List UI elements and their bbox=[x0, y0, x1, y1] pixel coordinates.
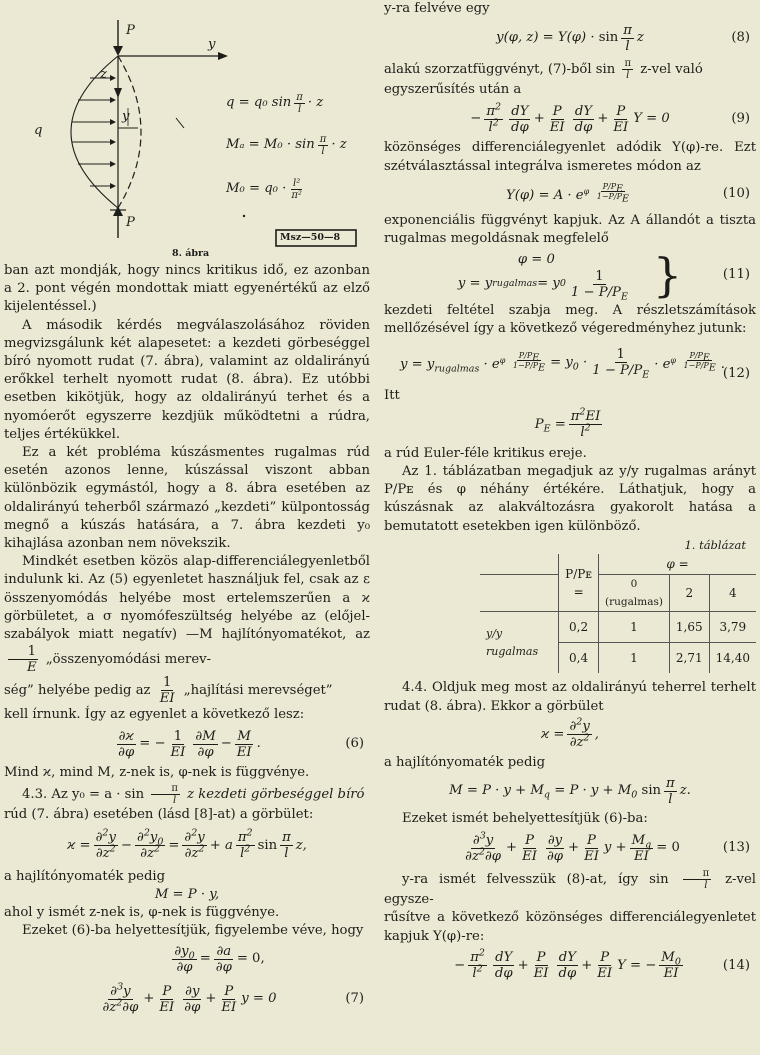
table-caption: 1. táblázat bbox=[684, 537, 746, 552]
label-p-top: P bbox=[126, 23, 135, 38]
table-col-2: 4 bbox=[709, 575, 756, 612]
figure-stamp: Msz—50—8 bbox=[280, 232, 341, 243]
right-paragraph-9: 4.4. Oldjuk meg most az oldalirányú teherrel terhelt rudat (8. ábra). Ekkor a görbület bbox=[384, 680, 756, 714]
equation-curvature-2: ϰ = $\frac{\partial^2y}{\partial z^2}$ , bbox=[541, 716, 599, 751]
table-row: y/y rugalmas 0,2 1 1,65 3,79 bbox=[480, 612, 756, 643]
label-q: q bbox=[34, 123, 43, 138]
right-paragraph-12b: rűsítve a következő közönséges differenciálegyenletet kapjuk Y(φ)-re: bbox=[384, 910, 756, 944]
table-col-1: 2 bbox=[669, 575, 709, 612]
label-p-bottom: P bbox=[126, 215, 135, 230]
label-y-axis: y bbox=[208, 37, 216, 52]
equation-moment: $M = P \cdot y + M_q = P \cdot y + M_0$ sin $\frac{\pi}{l}$ z. bbox=[449, 775, 691, 807]
equation-6: $\frac{\partial ϰ}{\partial\varphi}$ = − $\frac{1}{EI}$ $\frac{\partial M}{\partial\varphi}$ − $\frac{M}{EI}$ . (6) bbox=[118, 728, 364, 760]
equation-euler: $P_E$ = $\frac{\pi^2EI}{l^2}$ bbox=[534, 406, 601, 441]
right-paragraph-4: exponenciális függvényt kapjuk. Az A állandót a tiszta rugalmas megoldásnak megfelelő bbox=[384, 212, 756, 247]
label-y-deflection: y bbox=[122, 109, 130, 124]
right-paragraph-2b: egyszerűsítés után a bbox=[384, 82, 522, 98]
eq-q: q = q₀ sin $\frac{\pi}{l}$ · z bbox=[226, 92, 324, 115]
right-paragraph-8: Az 1. táblázatban megadjuk az y/y rugalmas arányt P/Pᴇ és φ néhány értékére. Láthatjuk, hogy a kúszásnak az alakváltozásra gyakorolt hatása a bemutatott esetekben igen különböző. bbox=[384, 464, 756, 534]
left-column bbox=[4, 0, 370, 1020]
right-paragraph-7: a rúd Euler-féle kritikus ereje. bbox=[384, 445, 587, 461]
beam-diagram bbox=[4, 0, 370, 262]
left-paragraph-4b: ség” helyébe pedig az $\frac{1}{EI}$ „hajlítási merevséget” bbox=[4, 675, 333, 707]
figure-caption: 8. ábra bbox=[172, 248, 210, 259]
table-1 bbox=[480, 554, 756, 673]
equation-9: − $\frac{\pi^2}{l^2}$ $\frac{dY}{d\varphi}$ + $\frac{P}{EI}$ $\frac{dY}{d\varphi}$ + $\frac{P}{EI}$ Y = 0 (9) bbox=[470, 101, 750, 135]
left-paragraph-5: Mind ϰ, mind M, z-nek is, φ-nek is függvénye. bbox=[4, 765, 310, 781]
eq-m: Mₐ = M₀ · sin $\frac{\pi}{l}$ · z bbox=[226, 134, 347, 157]
left-paragraph-6b: rúd (7. ábra) esetében (lásd [8]-at) a görbület: bbox=[4, 806, 314, 822]
right-paragraph-12: y-ra ismét felvesszük (8)-at, így sin $\frac{\pi}{l}$ z-vel egysze- bbox=[384, 868, 756, 908]
left-paragraph-6: 4.3. Az y₀ = a · sin $\frac{\pi}{l}$ z kezdeti görbeséggel bíró bbox=[22, 782, 365, 806]
equation-dy0: $\frac{\partial y_0}{\partial\varphi}$ = $\frac{\partial a}{\partial\varphi}$ = 0, bbox=[174, 943, 265, 975]
label-z-axis: z bbox=[100, 67, 107, 82]
right-paragraph-3: közönséges differenciálegyenlet adódik Y(φ)-re. Ezt szétválasztással integrálva ismeretes módon az bbox=[384, 140, 756, 174]
left-paragraph-4: Mindkét esetben közös alap-differenciálegyenletből indulunk ki. Az (5) egyenletet használjuk fel, csak az ε összenyomódás helyébe most ertelemszerűen a ϰ görbületet, a σ nyomófeszültség helyébe az (előjel-szabályok miatt negatív) —M hajlítónyomatékot, az $\frac{1}{E}$ „összenyomódási merev- bbox=[4, 554, 370, 676]
right-paragraph-2: alakú szorzatfüggvényt, (7)-ből sin $\frac{\pi}{l}$ z-vel való bbox=[384, 58, 703, 82]
eq-m0: M₀ = q₀ · $\frac{\text{l²}}{\text{π²}}$ bbox=[226, 178, 302, 201]
left-paragraph-4c: kell írnunk. Így az egyenlet a következő lesz: bbox=[4, 707, 305, 723]
right-paragraph-6: Itt bbox=[384, 387, 400, 403]
right-paragraph-1: y-ra felvéve egy bbox=[384, 1, 490, 16]
table-header-row bbox=[480, 554, 756, 575]
equation-14: − $\frac{\pi^2}{l^2}$ $\frac{dY}{d\varphi}$ + $\frac{P}{EI}$ $\frac{dY}{d\varphi}$ + $\frac{P}{EI}$ Y = − $\frac{M_0}{EI}$ (14) bbox=[454, 947, 750, 982]
left-paragraph-7: a hajlítónyomaték pedig bbox=[4, 868, 166, 884]
table-row: 0,4 1 2,71 14,40 bbox=[480, 643, 756, 674]
left-paragraph-3: Ez a két probléma kúszásmentes rugalmas rúd esetén azonos lenne, kúszással viszont abban különbözik egymástól, hogy a 8. ábra esetében az oldalirányú teherből származó „kezdeti” külpontosság megnő a kúszás hatására, a 7. ábra kezdeti y₀ kihajlása azonban nem növekszik. bbox=[4, 445, 370, 552]
equation-10: $Y(\varphi) = A \cdot e^{\varphi \frac{P/P_E}{1-P/P_E}}$ (10) bbox=[506, 182, 750, 205]
equation-7: $\frac{\partial^3y}{\partial z^2\partial\varphi}$ + $\frac{P}{EI}$ $\frac{\partial y}{\partial\varphi}$ + $\frac{P}{EI}$ y = 0 (7) bbox=[102, 981, 364, 1015]
table-header-ppe: P/Pᴇ = bbox=[559, 554, 599, 612]
right-paragraph-10: a hajlítónyomaték pedig bbox=[384, 754, 546, 770]
equation-13: $\frac{\partial^3y}{\partial z^2\partial\varphi}$ + $\frac{P}{EI}$ $\frac{\partial y}{\partial\varphi}$ + $\frac{P}{EI}$ y + $\frac{M_q}{EI}$ = 0 (13) bbox=[465, 830, 750, 864]
right-paragraph-5: kezdeti feltétel szabja meg. A részletszámítások mellőzésével így a következő végeredményhez jutunk: bbox=[384, 303, 756, 337]
right-column bbox=[384, 0, 756, 986]
table-header-phi: φ = bbox=[599, 554, 756, 575]
table-row-label: y/y rugalmas bbox=[480, 612, 559, 674]
figure-8 bbox=[4, 0, 370, 262]
equation-12: $y = y_{rugalmas} \cdot e^{\varphi \frac{P/P_E}{1-P/P_E}}$ = $y_0$ · $\frac{1}{1 - P/P_E}$ · $e^{\varphi \frac{P/P_E}{1-P/P_E}}$ . (12) bbox=[400, 347, 750, 381]
right-paragraph-11: Ezeket ismét behelyettesítjük (6)-ba: bbox=[402, 811, 648, 827]
equation-m-py: M = P · y, bbox=[154, 886, 220, 902]
table-subheader-row bbox=[480, 575, 756, 612]
equation-curvature: ϰ = $\frac{\partial^2y}{\partial z^2}$ − $\frac{\partial^2y_0}{\partial z^2}$ = $\frac{\partial^2y}{\partial z^2}$ + a $\frac{\pi^2}{l^2}$ sin $\frac{\pi}{l}$ z, bbox=[67, 827, 307, 862]
left-paragraph-2: A második kérdés megválaszolásához röviden megvizsgálunk két alapesetet: a kezdeti görbeséggel bíró nyomott rudat (7. ábra), valamint az oldalirányú erőkkel terhelt nyomott rudat (8. ábra). Ez utóbbi esetben kikötjük, hogy az oldalirányú terhet és a nyomóerőt egyszerre kezdjük működtetni a rúdra, teljes értékükkel. bbox=[4, 317, 370, 442]
equation-8: y(φ, z) = Y(φ) · sin $\frac{\pi}{l}$ z (8) bbox=[496, 22, 750, 54]
left-paragraph-9: Ezeket (6)-ba helyettesítjük, figyelembe véve, hogy bbox=[22, 923, 364, 939]
equation-11: φ = 0 y = y rugalmas = y 0 $\frac{1}{1 - P/P_E}$ } (11) bbox=[457, 248, 750, 303]
table-col-0: 0 (rugalmas) bbox=[599, 575, 670, 612]
left-paragraph-8: ahol y ismét z-nek is, φ-nek is függvénye. bbox=[4, 905, 280, 921]
left-paragraph-1: ban azt mondják, hogy nincs kritikus idő, ez azonban a 2. pont végén mondottak miatt egyenértékű az elző kijelentéssel.) bbox=[4, 263, 370, 315]
